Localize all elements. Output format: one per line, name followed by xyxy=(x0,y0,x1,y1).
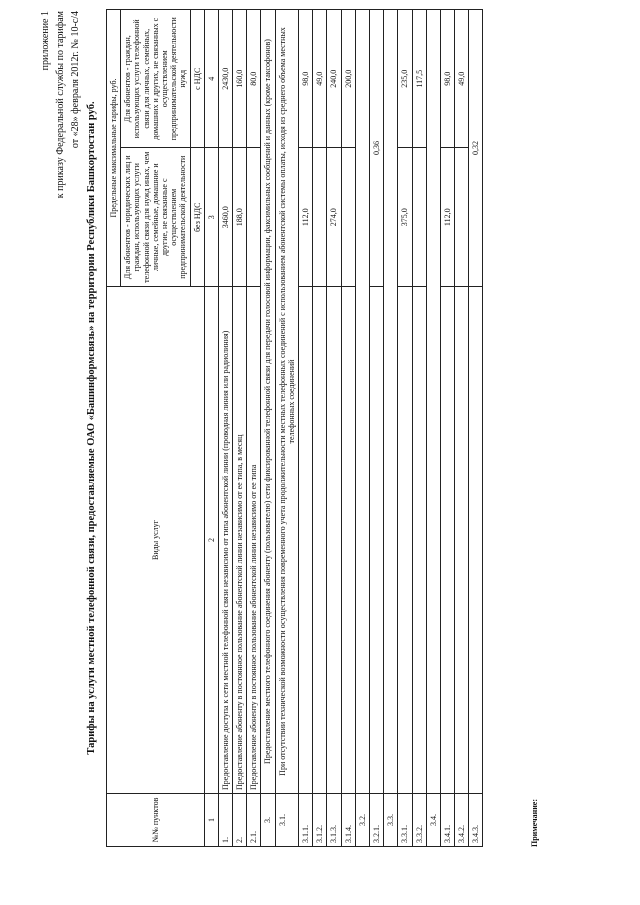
row-tariff-b: 117,5 xyxy=(412,10,426,149)
rotated-tariff-document xyxy=(30,3,610,853)
row-tariff-a xyxy=(341,148,355,287)
row-section-title: При отсутствии технической возможности осуществления повременного учета продолжительности местных телефонных соединений с использованием абонентской системы оплаты, исходя из среднего объема местных телефонных соединений xyxy=(275,10,298,794)
column-index: 3 xyxy=(204,148,218,287)
row-tariff-a: 375,0 xyxy=(398,148,412,287)
row-service-name xyxy=(455,287,469,794)
row-service-name: Предоставление абоненту в постоянное пользование абонентской линии независимо от ее типа xyxy=(247,287,261,794)
row-tariff-a: 112,0 xyxy=(440,148,454,287)
table-row xyxy=(275,10,298,847)
row-tariff-merged: 0,36 xyxy=(369,10,383,287)
document-title xyxy=(86,3,97,853)
table-row xyxy=(469,10,483,847)
order-reference: к приказу Федеральной службы по тарифам xyxy=(55,11,66,199)
row-service-name xyxy=(299,287,313,794)
row-tariff-b: 49,0 xyxy=(455,10,469,149)
column-service-header: Виды услуг xyxy=(107,287,205,794)
row-service-name: Предоставление доступа к сети местной телефонной связи независимо от типа абонентской линии (проводная линия или радиолиния) xyxy=(218,287,232,794)
row-tariff-b: 49,0 xyxy=(313,10,327,149)
column-subscribers-a: Для абонентов - юридических лиц и граждан, использующих услуги телефонной связи для нужд иных, чем личные, семейные, домашние и другие, не связанные с осуществлением предпринимательской деятельности xyxy=(121,148,190,287)
row-service-name xyxy=(440,287,454,794)
row-number: 3.3.1. xyxy=(398,794,412,847)
column-index: 1 xyxy=(204,794,218,847)
column-index: 2 xyxy=(204,287,218,794)
row-number: 3.1.3. xyxy=(327,794,341,847)
header-row-1 xyxy=(107,10,121,847)
document-header xyxy=(38,11,83,198)
row-tariff-a: 112,0 xyxy=(299,148,313,287)
row-tariff-a: 274,0 xyxy=(327,148,341,287)
table-row xyxy=(327,10,341,847)
notes-title: Примечание: xyxy=(530,798,539,847)
order-date: от «28» февраля 2012г. № 10-с/4 xyxy=(70,11,81,149)
row-tariff-a xyxy=(455,148,469,287)
row-number: 3.1.4. xyxy=(341,794,355,847)
row-section-title xyxy=(384,10,398,794)
row-number: 3.4. xyxy=(426,794,440,847)
row-number: 2.1. xyxy=(247,794,261,847)
annex-label: приложение 1 xyxy=(40,11,51,71)
row-section-title xyxy=(355,10,369,794)
row-service-name xyxy=(398,287,412,794)
row-number: 3.4.1. xyxy=(440,794,454,847)
table-row xyxy=(247,10,261,847)
row-number: 2. xyxy=(233,794,247,847)
table-body xyxy=(218,10,483,847)
row-tariff-a xyxy=(412,148,426,287)
row-tariff-b: 98,0 xyxy=(440,10,454,149)
table-row xyxy=(440,10,454,847)
table-row xyxy=(426,10,440,847)
vat-b-label: с НДС xyxy=(190,10,204,149)
row-tariff-b: 80,0 xyxy=(247,10,261,149)
table-row xyxy=(261,10,275,847)
column-number-header: №№ пунктов xyxy=(107,794,205,847)
row-tariff-b: 98,0 xyxy=(299,10,313,149)
row-number: 3.4.2. xyxy=(455,794,469,847)
row-service-name xyxy=(327,287,341,794)
row-tariff-b: 160,0 xyxy=(233,10,247,149)
row-tariff-b: 200,0 xyxy=(341,10,355,149)
row-number: 3.3.2. xyxy=(412,794,426,847)
tariffs-table xyxy=(106,9,483,847)
table-row xyxy=(455,10,469,847)
table-row xyxy=(384,10,398,847)
row-number: 3. xyxy=(261,794,275,847)
row-section-title xyxy=(426,10,440,794)
column-index: 4 xyxy=(204,10,218,149)
row-tariff-b: 240,0 xyxy=(327,10,341,149)
row-service-name xyxy=(469,287,483,794)
table-row xyxy=(355,10,369,847)
vat-a-label: без НДС xyxy=(190,148,204,287)
table-row xyxy=(218,10,232,847)
row-number: 3.4.3. xyxy=(469,794,483,847)
row-number: 3.1. xyxy=(275,794,298,847)
table-row xyxy=(369,10,383,847)
row-service-name: Предоставление абоненту в постоянное пользование абонентской линии независимо от ее типа, в месяц xyxy=(233,287,247,794)
table-row xyxy=(412,10,426,847)
row-number: 3.1.2. xyxy=(313,794,327,847)
table-row xyxy=(313,10,327,847)
column-numbers-row xyxy=(204,10,218,847)
row-number: 3.2. xyxy=(355,794,369,847)
row-section-title: Предоставление местного телефонного соединения абоненту (пользователю) сети фиксированной телефонной связи для передачи голосовой информации, факсимильных сообщений и данных (кроме таксофонов) xyxy=(261,10,275,794)
row-tariff-a: 188,0 xyxy=(233,148,247,287)
table-row xyxy=(398,10,412,847)
row-service-name xyxy=(341,287,355,794)
row-tariff-a: 3460,0 xyxy=(218,148,232,287)
row-number: 3.1.1. xyxy=(299,794,313,847)
row-tariff-a xyxy=(313,148,327,287)
units-text: руб. xyxy=(86,101,97,121)
table-row xyxy=(233,10,247,847)
table-row xyxy=(299,10,313,847)
row-number: 3.3. xyxy=(384,794,398,847)
row-number: 1. xyxy=(218,794,232,847)
title-text: Тарифы на услуги местной телефонной связи, предоставляемые ОАО «Башинформсвязь» на территории Республики Башкортостан xyxy=(86,122,97,755)
row-tariff-a xyxy=(247,148,261,287)
column-subscribers-b: Для абонентов - граждан, использующих услуги телефонной связи для личных, семейных, домашних и других, не связанных с осуществлением предпринимательской деятельности нужд xyxy=(121,10,190,149)
row-tariff-b: 2430,0 xyxy=(218,10,232,149)
row-service-name xyxy=(369,287,383,794)
row-service-name xyxy=(313,287,327,794)
table-row xyxy=(341,10,355,847)
column-tariffs-header: Предельные максимальные тарифы, руб. xyxy=(107,10,121,287)
notes xyxy=(530,9,540,847)
table-header xyxy=(107,10,219,847)
row-service-name xyxy=(412,287,426,794)
row-tariff-b: 235,0 xyxy=(398,10,412,149)
row-tariff-merged: 0,32 xyxy=(469,10,483,287)
row-number: 3.2.1. xyxy=(369,794,383,847)
